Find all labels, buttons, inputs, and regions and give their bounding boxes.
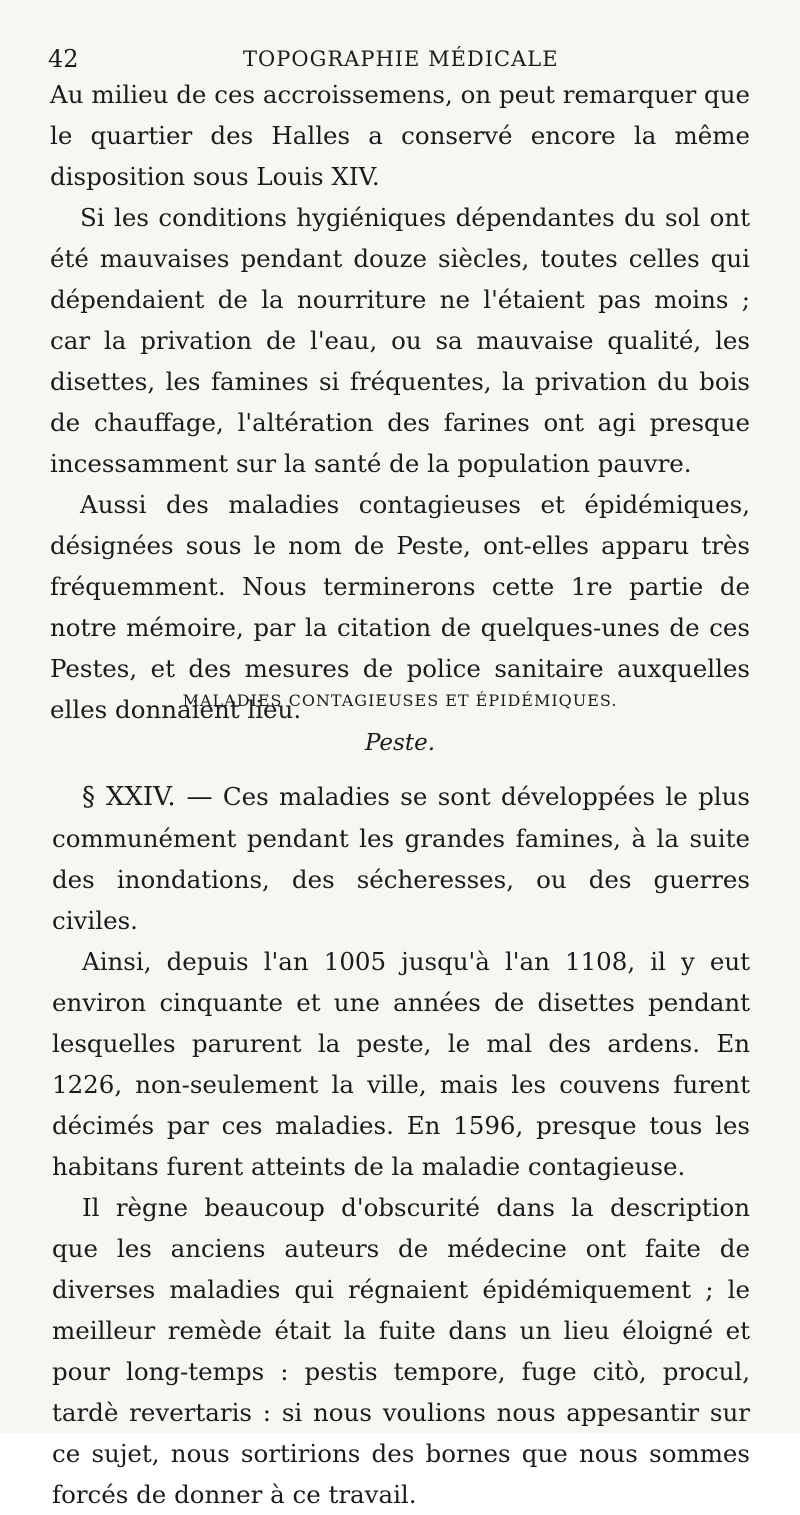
body-text-top [50, 74, 750, 730]
paragraph-with-section-mark [52, 776, 750, 941]
body-text-bottom [52, 776, 750, 1515]
section-mark: § XXIV. — [82, 782, 213, 812]
paragraph-text: Ces maladies se sont développées le plus communément pendant les grandes famines, à la suite des inondations, des sécheresses, ou des guerres civiles. [52, 782, 750, 935]
paragraph: Ainsi, depuis l'an 1005 jusqu'à l'an 1108, il y eut environ cinquante et une années de disettes pendant lesquelles parurent la peste, le mal des ardens. En 1226, non-seulement la ville, mais les couvens furent décimés par ces maladies. En 1596, presque tous les habitans furent atteints de la maladie contagieuse. [52, 947, 750, 1181]
paragraph: Au milieu de ces accroissemens, on peut remarquer que le quartier des Halles a conservé encore la même disposition sous Louis XIV. [50, 80, 750, 191]
section-heading: MALADIES CONTAGIEUSES ET ÉPIDÉMIQUES. [182, 691, 618, 710]
paragraph: Si les conditions hygiéniques dépendantes du sol ont été mauvaises pendant douze siècles, toutes celles qui dépendaient de la nourriture ne l'étaient pas moins ; car la privation de l'eau, ou sa mauvaise qualité, les disettes, les famines si fréquentes, la privation du bois de chauffage, l'altération des farines ont agi presque incessamment sur la santé de la population pauvre. [50, 203, 750, 478]
paragraph: Il règne beaucoup d'obscurité dans la description que les anciens auteurs de médecine ont faite de diverses maladies qui régnaient épidémiquement ; le meilleur remède était la fuite dans un lieu éloigné et pour long-temps : pestis tempore, fuge citò, procul, tardè revertaris : si nous voulions nous appesantir sur ce sujet, nous sortirions des bornes que nous sommes forcés de donner à ce travail. [52, 1193, 750, 1509]
page-number: 42 [48, 45, 79, 73]
running-head: TOPOGRAPHIE MÉDICALE [243, 47, 559, 71]
page-header [48, 34, 748, 74]
subsection-heading: Peste. [364, 730, 436, 756]
paragraph: Aussi des maladies contagieuses et épidémiques, désignées sous le nom de Peste, ont-elles apparu très fréquemment. Nous terminerons cette 1re partie de notre mémoire, par la citation de quelques-unes de ces Pestes, et des mesures de police sanitaire auxquelles elles donnaient lieu. [50, 490, 750, 724]
